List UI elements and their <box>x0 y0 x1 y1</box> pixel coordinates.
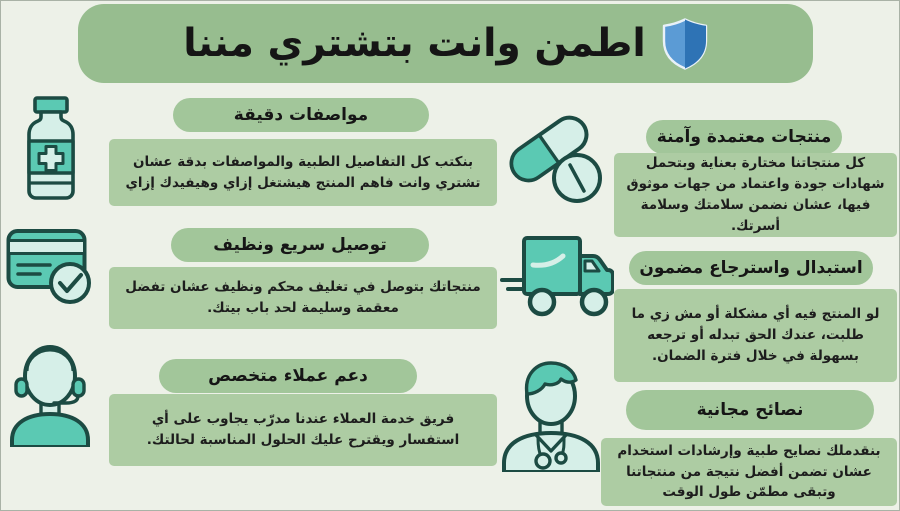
section-body-delivery: منتجاتك بتوصل في تغليف محكم ونظيف عشان تفضل معقمة وسليمة لحد باب بيتك. <box>109 267 497 329</box>
section-body-support: فريق خدمة العملاء عندنا مدرّب يجاوب على أي استفسار ويقترح عليك الحلول المناسبة لحالتك. <box>109 394 497 466</box>
page-title: اطمن وانت بتشتري مننا <box>183 21 646 66</box>
section-body-tips: بنقدملك نصايح طبية وإرشادات استخدام عشان تضمن أفضل نتيجة من منتجاتنا وتبقى مطمّن طول الوقت <box>601 438 897 506</box>
section-header-support: دعم عملاء متخصص <box>159 359 417 393</box>
section-header-tips: نصائح مجانية <box>626 390 874 430</box>
doctor-icon <box>498 356 604 476</box>
delivery-truck-icon <box>500 234 614 324</box>
section-header-returns: استبدال واسترجاع مضمون <box>629 251 873 285</box>
section-header-delivery: توصيل سريع ونظيف <box>171 228 429 262</box>
section-body-returns: لو المنتج فيه أي مشكلة أو مش زي ما طلبت، عندك الحق تبدله أو ترجعه بسهولة في خلال فترة الضمان. <box>614 289 897 382</box>
section-header-specs: مواصفات دقيقة <box>173 98 429 132</box>
title-band <box>78 4 813 83</box>
medicine-bottle-icon <box>23 96 79 204</box>
credit-card-icon <box>6 227 98 311</box>
support-agent-icon <box>8 341 92 451</box>
section-body-specs: بنكتب كل التفاصيل الطبية والمواصفات بدقة عشان تشتري وانت فاهم المنتج هيشتغل إزاي وهيفيدك إزاي <box>109 139 497 206</box>
pills-icon <box>503 107 609 209</box>
shield-icon <box>662 18 708 70</box>
section-body-certified: كل منتجاتنا مختارة بعناية وبتحمل شهادات جودة واعتماد من جهات موثوق فيها، عشان نضمن سلامتك وسلامة أسرتك. <box>614 153 897 237</box>
section-header-certified: منتجات معتمدة وآمنة <box>646 120 842 154</box>
